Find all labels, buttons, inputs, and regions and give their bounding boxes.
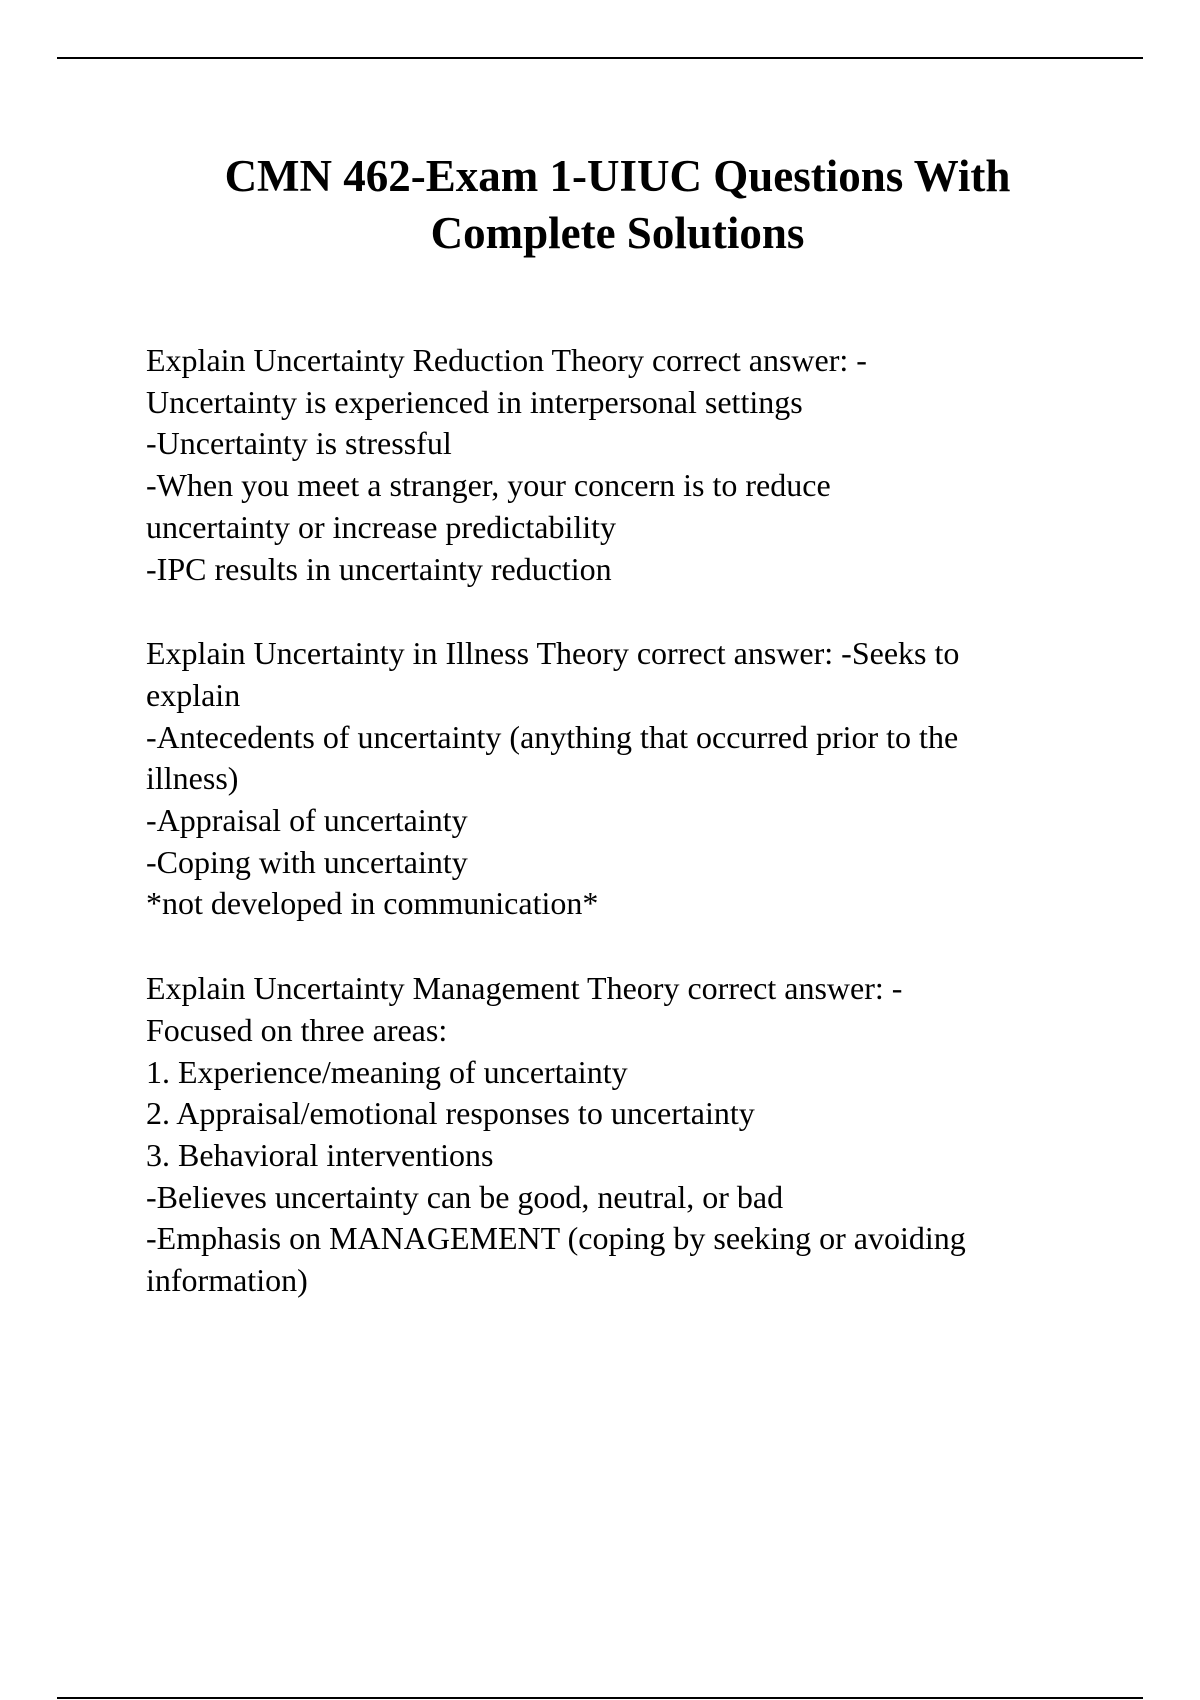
entry-line: -Believes uncertainty can be good, neutral, or bad: [146, 1178, 784, 1215]
entry-line: Uncertainty is experienced in interpersonal settings: [146, 383, 803, 420]
bottom-rule: [57, 1697, 1143, 1699]
document-body: [146, 340, 1146, 1345]
top-rule: [57, 57, 1143, 59]
entry-line: 3. Behavioral interventions: [146, 1136, 494, 1173]
entry-line: Explain Uncertainty in Illness Theory correct answer: -Seeks to: [146, 635, 960, 672]
entry-line: uncertainty or increase predictability: [146, 508, 617, 545]
entry-line: 1. Experience/meaning of uncertainty: [146, 1053, 628, 1090]
entry-line: -Appraisal of uncertainty: [146, 802, 468, 839]
qa-entry-uncertainty-reduction: [146, 340, 1146, 590]
entry-line: -Uncertainty is stressful: [146, 425, 452, 462]
entry-line: -Antecedents of uncertainty (anything that occurred prior to the: [146, 718, 959, 755]
entry-line: -Coping with uncertainty: [146, 843, 468, 880]
entry-line: -When you meet a stranger, your concern is to reduce: [146, 467, 831, 504]
title-line-1: CMN 462-Exam 1-UIUC Questions With: [224, 151, 1011, 201]
qa-entry-uncertainty-management: [146, 968, 1146, 1302]
entry-line: information): [146, 1262, 308, 1299]
entry-line: -Emphasis on MANAGEMENT (coping by seeking or avoiding: [146, 1220, 966, 1257]
entry-line: *not developed in communication*: [146, 885, 599, 922]
qa-entry-uncertainty-in-illness: [146, 633, 1146, 925]
document-title: [100, 148, 1135, 262]
entry-line: explain: [146, 676, 241, 713]
entry-line: Explain Uncertainty Management Theory correct answer: -: [146, 970, 903, 1007]
entry-line: -IPC results in uncertainty reduction: [146, 550, 612, 587]
entry-line: 2. Appraisal/emotional responses to uncertainty: [146, 1095, 755, 1132]
entry-line: illness): [146, 760, 239, 797]
entry-line: Explain Uncertainty Reduction Theory correct answer: -: [146, 342, 867, 378]
title-line-2: Complete Solutions: [430, 208, 805, 258]
entry-line: Focused on three areas:: [146, 1011, 448, 1048]
